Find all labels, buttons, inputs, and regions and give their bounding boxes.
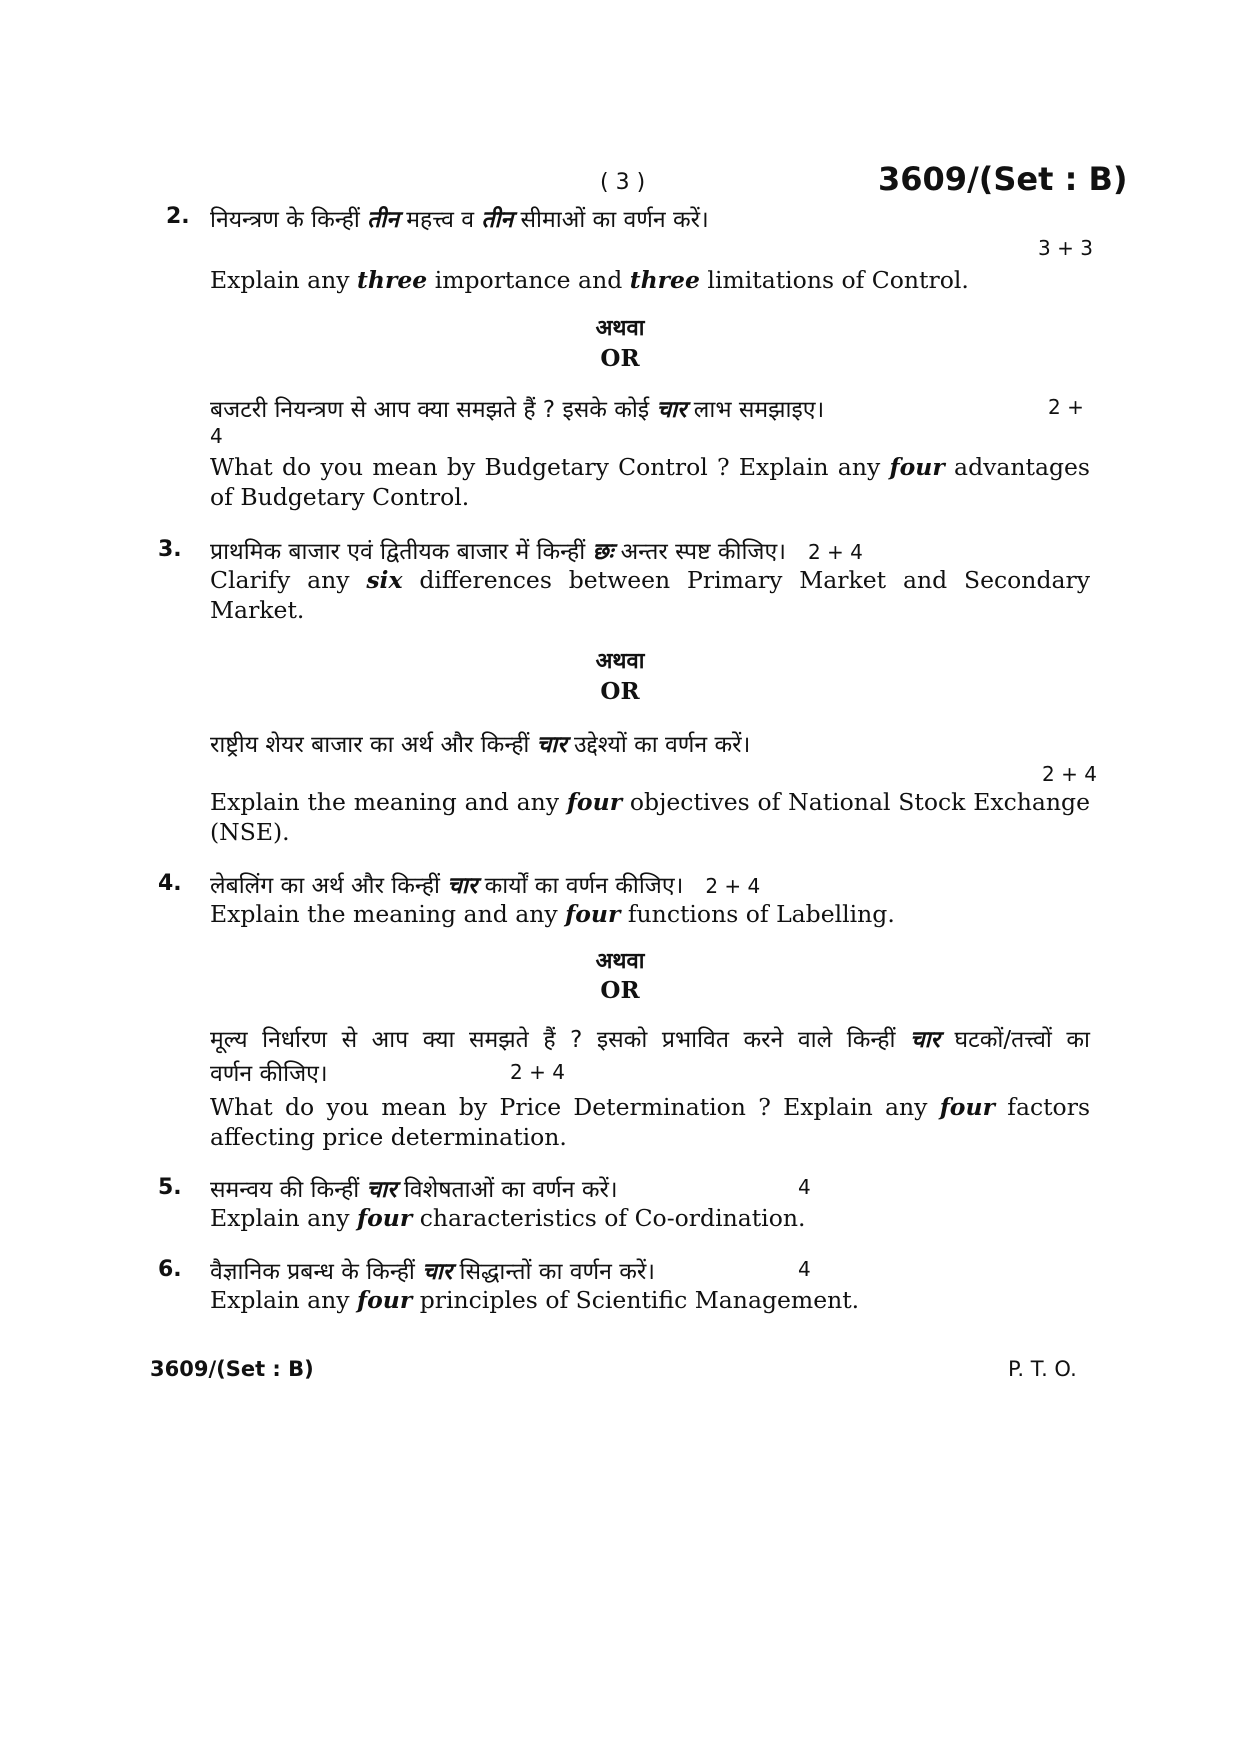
or-hindi: अथवा [595,649,645,674]
alt-question-english: Explain the meaning and any four objectives of National Stock Exchange (NSE). [210,788,1090,846]
question-marks: 4 [798,1175,811,1199]
alt-question-hindi-line2: वर्णन कीजिए। [210,1061,328,1087]
or-english: OR [600,345,640,372]
alt-question-english: What do you mean by Price Determination ? Explain any four factors affecting price determination. [210,1093,1090,1151]
question-number: 4. [158,871,182,896]
question-english: Explain any four characteristics of Co-ordination. [210,1204,806,1232]
question-marks: 3 + 3 [1038,236,1093,260]
question-english: Explain the meaning and any four functions of Labelling. [210,900,895,928]
page-number: ( 3 ) [600,170,646,195]
question-hindi: नियन्त्रण के किन्हीं तीन महत्त्व व तीन सीमाओं का वर्णन करें। [210,207,709,233]
question-english: Clarify any six differences between Primary Market and Secondary Market. [210,566,1091,624]
question-number: 3. [158,537,182,562]
alt-question-hindi: बजटरी नियन्त्रण से आप क्या समझते हैं ? इसके कोई चार लाभ समझाइए। [210,397,825,423]
alt-question-marks: 2 + 4 [510,1060,565,1084]
alt-question-hindi: मूल्य निर्धारण से आप क्या समझते हैं ? इसको प्रभावित करने वाले किन्हीं चार घटकों/तत्त्वों का [210,1027,1091,1053]
or-english: OR [600,977,640,1004]
paper-code-footer: 3609/(Set : B) [150,1357,314,1381]
or-hindi: अथवा [595,316,645,341]
question-english: Explain any four principles of Scientific Management. [210,1286,860,1314]
or-english: OR [600,678,640,705]
pto-label: P. T. O. [1008,1357,1077,1381]
question-hindi: वैज्ञानिक प्रबन्ध के किन्हीं चार सिद्धान्तों का वर्णन करें। [210,1259,655,1285]
question-number: 5. [158,1175,182,1200]
question-english: Explain any three importance and three limitations of Control. [210,266,969,294]
question-marks: 2 + 4 [705,874,761,898]
question-number: 2. [166,204,190,229]
paper-code-header: 3609/(Set : B) [878,160,1128,198]
alt-question-marks: 2 + [1048,395,1084,419]
alt-question-marks: 4 [210,424,223,448]
alt-question-marks: 2 + 4 [1042,762,1097,786]
alt-question-english: What do you mean by Budgetary Control ? Explain any four advantages of Budgetary Control. [210,453,1090,511]
or-hindi: अथवा [595,949,645,974]
question-hindi: प्राथमिक बाजार एवं द्वितीयक बाजार में किन्हीं छः अन्तर स्पष्ट कीजिए। 2 + 4 [210,539,863,565]
question-marks: 4 [798,1257,811,1281]
alt-question-hindi: राष्ट्रीय शेयर बाजार का अर्थ और किन्हीं चार उद्देश्यों का वर्णन करें। [210,732,751,758]
question-number: 6. [158,1257,182,1282]
question-hindi: समन्वय की किन्हीं चार विशेषताओं का वर्णन करें। [210,1177,618,1203]
question-marks: 2 + 4 [807,540,863,564]
question-hindi: लेबलिंग का अर्थ और किन्हीं चार कार्यों का वर्णन कीजिए। 2 + 4 [210,873,761,899]
